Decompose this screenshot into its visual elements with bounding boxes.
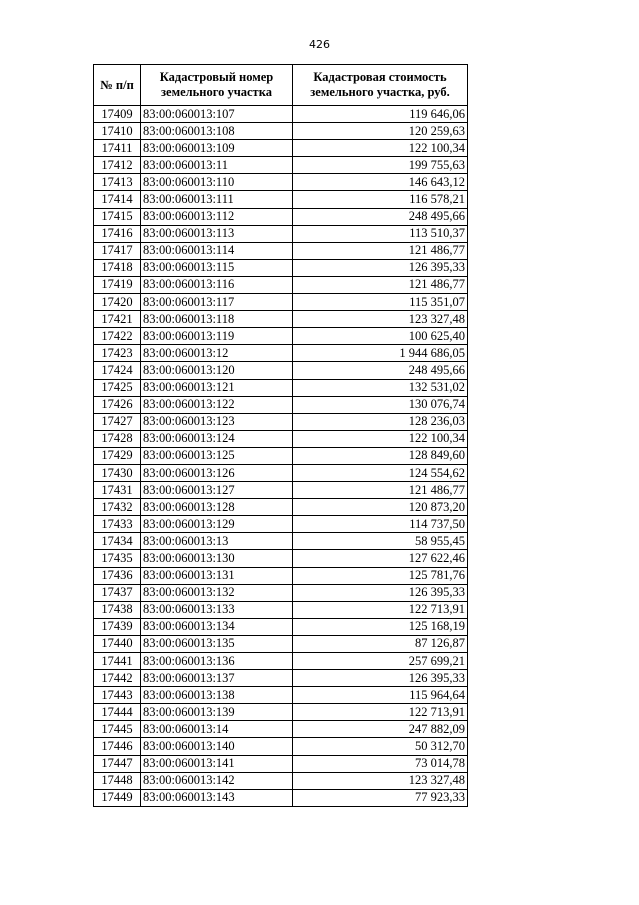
row-number: 17419 xyxy=(94,276,141,293)
row-number: 17431 xyxy=(94,482,141,499)
header-cadastral-number: Кадастровый номер земельного участка xyxy=(141,65,293,106)
cadastral-number: 83:00:060013:119 xyxy=(141,328,293,345)
table-row xyxy=(94,396,468,413)
row-number: 17447 xyxy=(94,755,141,772)
row-number: 17416 xyxy=(94,225,141,242)
row-number: 17409 xyxy=(94,106,141,123)
row-number: 17426 xyxy=(94,396,141,413)
row-number: 17412 xyxy=(94,157,141,174)
cadastral-value: 126 395,33 xyxy=(293,584,468,601)
cadastral-number: 83:00:060013:112 xyxy=(141,208,293,225)
table-row xyxy=(94,772,468,789)
cadastral-number: 83:00:060013:132 xyxy=(141,584,293,601)
cadastral-number: 83:00:060013:108 xyxy=(141,123,293,140)
cadastral-value: 119 646,06 xyxy=(293,106,468,123)
cadastral-value: 122 713,91 xyxy=(293,704,468,721)
row-number: 17441 xyxy=(94,653,141,670)
header-row xyxy=(94,65,468,106)
table-row xyxy=(94,533,468,550)
table-row xyxy=(94,413,468,430)
row-number: 17410 xyxy=(94,123,141,140)
row-number: 17448 xyxy=(94,772,141,789)
table-row xyxy=(94,670,468,687)
cadastral-value: 126 395,33 xyxy=(293,670,468,687)
row-number: 17449 xyxy=(94,789,141,806)
cadastral-number: 83:00:060013:107 xyxy=(141,106,293,123)
cadastral-number: 83:00:060013:118 xyxy=(141,311,293,328)
cadastral-number: 83:00:060013:123 xyxy=(141,413,293,430)
table-row xyxy=(94,259,468,276)
cadastral-value: 121 486,77 xyxy=(293,242,468,259)
row-number: 17444 xyxy=(94,704,141,721)
cadastral-value: 121 486,77 xyxy=(293,276,468,293)
cadastral-value: 125 168,19 xyxy=(293,618,468,635)
row-number: 17439 xyxy=(94,618,141,635)
table-row xyxy=(94,208,468,225)
cadastral-value: 77 923,33 xyxy=(293,789,468,806)
table-row xyxy=(94,225,468,242)
cadastral-number: 83:00:060013:131 xyxy=(141,567,293,584)
cadastral-number: 83:00:060013:138 xyxy=(141,687,293,704)
cadastral-number: 83:00:060013:125 xyxy=(141,447,293,464)
table-row xyxy=(94,311,468,328)
cadastral-value: 58 955,45 xyxy=(293,533,468,550)
page-number: 426 xyxy=(309,38,330,51)
cadastral-number: 83:00:060013:139 xyxy=(141,704,293,721)
cadastral-number: 83:00:060013:117 xyxy=(141,294,293,311)
cadastral-number: 83:00:060013:111 xyxy=(141,191,293,208)
cadastral-value: 126 395,33 xyxy=(293,259,468,276)
row-number: 17425 xyxy=(94,379,141,396)
table-row xyxy=(94,174,468,191)
cadastral-value: 146 643,12 xyxy=(293,174,468,191)
table-row xyxy=(94,618,468,635)
cadastral-value: 125 781,76 xyxy=(293,567,468,584)
cadastral-value: 122 713,91 xyxy=(293,601,468,618)
table-row xyxy=(94,584,468,601)
row-number: 17430 xyxy=(94,464,141,481)
row-number: 17442 xyxy=(94,670,141,687)
cadastral-value: 100 625,40 xyxy=(293,328,468,345)
table-header xyxy=(94,65,468,106)
row-number: 17436 xyxy=(94,567,141,584)
table-row xyxy=(94,704,468,721)
cadastral-number: 83:00:060013:129 xyxy=(141,516,293,533)
cadastral-value: 248 495,66 xyxy=(293,362,468,379)
row-number: 17443 xyxy=(94,687,141,704)
cadastral-value: 73 014,78 xyxy=(293,755,468,772)
row-number: 17418 xyxy=(94,259,141,276)
table-row xyxy=(94,140,468,157)
cadastral-number: 83:00:060013:113 xyxy=(141,225,293,242)
cadastral-value: 50 312,70 xyxy=(293,738,468,755)
header-cadastral-value: Кадастровая стоимость земельного участка, руб. xyxy=(293,65,468,106)
table-row xyxy=(94,738,468,755)
cadastral-number: 83:00:060013:14 xyxy=(141,721,293,738)
cadastral-value: 127 622,46 xyxy=(293,550,468,567)
row-number: 17413 xyxy=(94,174,141,191)
cadastral-number: 83:00:060013:109 xyxy=(141,140,293,157)
cadastral-number: 83:00:060013:140 xyxy=(141,738,293,755)
cadastral-number: 83:00:060013:135 xyxy=(141,635,293,652)
cadastral-number: 83:00:060013:116 xyxy=(141,276,293,293)
table-row xyxy=(94,516,468,533)
cadastral-value: 130 076,74 xyxy=(293,396,468,413)
cadastral-value: 257 699,21 xyxy=(293,653,468,670)
cadastral-value: 122 100,34 xyxy=(293,430,468,447)
row-number: 17423 xyxy=(94,345,141,362)
table-row xyxy=(94,567,468,584)
cadastral-number: 83:00:060013:12 xyxy=(141,345,293,362)
row-number: 17440 xyxy=(94,635,141,652)
cadastral-value: 1 944 686,05 xyxy=(293,345,468,362)
cadastral-value: 87 126,87 xyxy=(293,635,468,652)
table-row xyxy=(94,601,468,618)
row-number: 17424 xyxy=(94,362,141,379)
table-row xyxy=(94,687,468,704)
table-row xyxy=(94,755,468,772)
table-row xyxy=(94,294,468,311)
cadastral-number: 83:00:060013:122 xyxy=(141,396,293,413)
cadastral-value: 120 873,20 xyxy=(293,499,468,516)
cadastral-value: 128 849,60 xyxy=(293,447,468,464)
cadastral-number: 83:00:060013:136 xyxy=(141,653,293,670)
table-row xyxy=(94,123,468,140)
table-row xyxy=(94,653,468,670)
cadastral-value: 121 486,77 xyxy=(293,482,468,499)
cadastral-number: 83:00:060013:127 xyxy=(141,482,293,499)
cadastral-number: 83:00:060013:142 xyxy=(141,772,293,789)
cadastral-value: 115 351,07 xyxy=(293,294,468,311)
cadastral-value-table xyxy=(93,64,468,807)
cadastral-number: 83:00:060013:13 xyxy=(141,533,293,550)
cadastral-value: 128 236,03 xyxy=(293,413,468,430)
table-row xyxy=(94,157,468,174)
row-number: 17422 xyxy=(94,328,141,345)
row-number: 17420 xyxy=(94,294,141,311)
table-row xyxy=(94,106,468,123)
cadastral-value: 113 510,37 xyxy=(293,225,468,242)
table-row xyxy=(94,447,468,464)
row-number: 17432 xyxy=(94,499,141,516)
table-row xyxy=(94,550,468,567)
table-row xyxy=(94,328,468,345)
cadastral-value: 123 327,48 xyxy=(293,311,468,328)
cadastral-value: 132 531,02 xyxy=(293,379,468,396)
row-number: 17445 xyxy=(94,721,141,738)
table-row xyxy=(94,482,468,499)
cadastral-value: 114 737,50 xyxy=(293,516,468,533)
row-number: 17437 xyxy=(94,584,141,601)
row-number: 17417 xyxy=(94,242,141,259)
cadastral-value: 247 882,09 xyxy=(293,721,468,738)
row-number: 17446 xyxy=(94,738,141,755)
cadastral-number: 83:00:060013:143 xyxy=(141,789,293,806)
cadastral-number: 83:00:060013:114 xyxy=(141,242,293,259)
row-number: 17433 xyxy=(94,516,141,533)
table-row xyxy=(94,721,468,738)
cadastral-number: 83:00:060013:133 xyxy=(141,601,293,618)
cadastral-number: 83:00:060013:137 xyxy=(141,670,293,687)
cadastral-number: 83:00:060013:11 xyxy=(141,157,293,174)
table-body xyxy=(94,106,468,807)
cadastral-number: 83:00:060013:126 xyxy=(141,464,293,481)
row-number: 17414 xyxy=(94,191,141,208)
cadastral-value: 115 964,64 xyxy=(293,687,468,704)
row-number: 17428 xyxy=(94,430,141,447)
cadastral-number: 83:00:060013:128 xyxy=(141,499,293,516)
table-row xyxy=(94,362,468,379)
table-row xyxy=(94,499,468,516)
cadastral-value: 116 578,21 xyxy=(293,191,468,208)
table-row xyxy=(94,345,468,362)
table-row xyxy=(94,276,468,293)
row-number: 17434 xyxy=(94,533,141,550)
cadastral-number: 83:00:060013:115 xyxy=(141,259,293,276)
table-row xyxy=(94,635,468,652)
cadastral-value: 122 100,34 xyxy=(293,140,468,157)
cadastral-number: 83:00:060013:124 xyxy=(141,430,293,447)
cadastral-number: 83:00:060013:141 xyxy=(141,755,293,772)
cadastral-number: 83:00:060013:110 xyxy=(141,174,293,191)
row-number: 17429 xyxy=(94,447,141,464)
row-number: 17435 xyxy=(94,550,141,567)
table-row xyxy=(94,242,468,259)
row-number: 17421 xyxy=(94,311,141,328)
cadastral-value: 199 755,63 xyxy=(293,157,468,174)
cadastral-value: 120 259,63 xyxy=(293,123,468,140)
header-number: № п/п xyxy=(94,65,141,106)
cadastral-number: 83:00:060013:130 xyxy=(141,550,293,567)
row-number: 17411 xyxy=(94,140,141,157)
table-row xyxy=(94,379,468,396)
cadastral-number: 83:00:060013:134 xyxy=(141,618,293,635)
table-row xyxy=(94,430,468,447)
table-row xyxy=(94,789,468,806)
row-number: 17415 xyxy=(94,208,141,225)
cadastral-value: 124 554,62 xyxy=(293,464,468,481)
cadastral-number: 83:00:060013:121 xyxy=(141,379,293,396)
table-row xyxy=(94,464,468,481)
cadastral-value: 123 327,48 xyxy=(293,772,468,789)
cadastral-number: 83:00:060013:120 xyxy=(141,362,293,379)
cadastral-value: 248 495,66 xyxy=(293,208,468,225)
row-number: 17438 xyxy=(94,601,141,618)
row-number: 17427 xyxy=(94,413,141,430)
table-row xyxy=(94,191,468,208)
